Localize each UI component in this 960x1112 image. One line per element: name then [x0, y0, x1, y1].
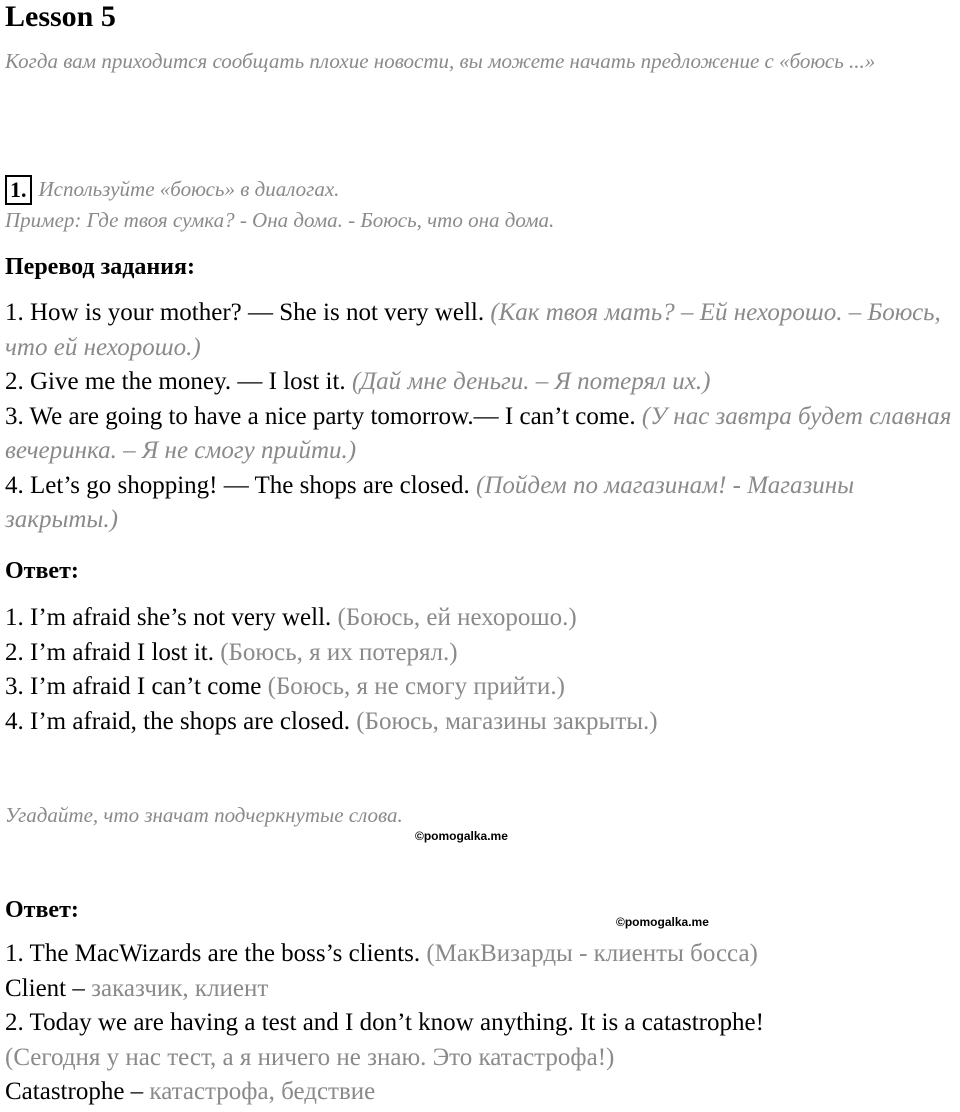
watermark-2: ©pomogalka.me — [616, 915, 709, 929]
intro-text: Когда вам приходится сообщать плохие новости, вы можете начать предложение с «боюсь ...» — [5, 49, 876, 73]
dialogue-3: 3. We are going to have a nice party tomorrow.— I can’t come. (У нас завтра будет славная вечеринка. – Я не смогу прийти.) — [5, 402, 952, 464]
answer-4: 4. I’m afraid, the shops are closed. (Боюсь, магазины закрыты.) — [5, 707, 658, 735]
answer-1: 1. I’m afraid she’s not very well. (Боюсь, ей нехорошо.) — [5, 604, 577, 631]
translation-heading: Перевод задания: — [5, 254, 195, 280]
sentence-2-translation: (Сегодня у нас тест, а я ничего не знаю. Это катастрофа!) — [5, 1043, 615, 1071]
answer-2: 2. I’m afraid I lost it. (Боюсь, я их потерял.) — [5, 638, 458, 666]
task-line — [5, 174, 339, 205]
answers-block-2 — [5, 937, 960, 1110]
word-client: Client – заказчик, клиент — [5, 974, 269, 1002]
page-title: Lesson 5 — [5, 0, 116, 33]
watermark-1: ©pomogalka.me — [415, 829, 508, 843]
answers-block-1 — [5, 601, 960, 739]
dialogue-1: 1. How is your mother? — She is not very well. (Как твоя мать? – Ей нехорошо. – Боюсь, что ей нехорошо.) — [5, 299, 941, 361]
answer-heading-1: Ответ: — [5, 558, 79, 584]
sentence-2: 2. Today we are having a test and I don’t know anything. It is a catastrophe! — [5, 1009, 764, 1036]
task-instruction: Используйте «боюсь» в диалогах. — [38, 177, 340, 201]
dialogue-2: 2. Give me the money. — I lost it. (Дай мне деньги. – Я потерял их.) — [5, 368, 711, 395]
guess-instruction: Угадайте, что значат подчеркнутые слова. — [5, 803, 403, 827]
answer-3: 3. I’m afraid I can’t come (Боюсь, я не смогу прийти.) — [5, 673, 565, 700]
dialogues-block — [5, 296, 960, 538]
dialogue-4: 4. Let’s go shopping! — The shops are closed. (Пойдем по магазинам! - Магазины закрыты.) — [5, 471, 855, 533]
task-example: Пример: Где твоя сумка? - Она дома. - Боюсь, что она дома. — [5, 208, 555, 232]
task-number-box: 1. — [5, 175, 32, 205]
sentence-1: 1. The MacWizards are the boss’s clients. (МакВизарды - клиенты босса) — [5, 940, 758, 967]
answer-heading-2: Ответ: — [5, 897, 79, 923]
word-catastrophe: Catastrophe – катастрофа, бедствие — [5, 1078, 376, 1105]
